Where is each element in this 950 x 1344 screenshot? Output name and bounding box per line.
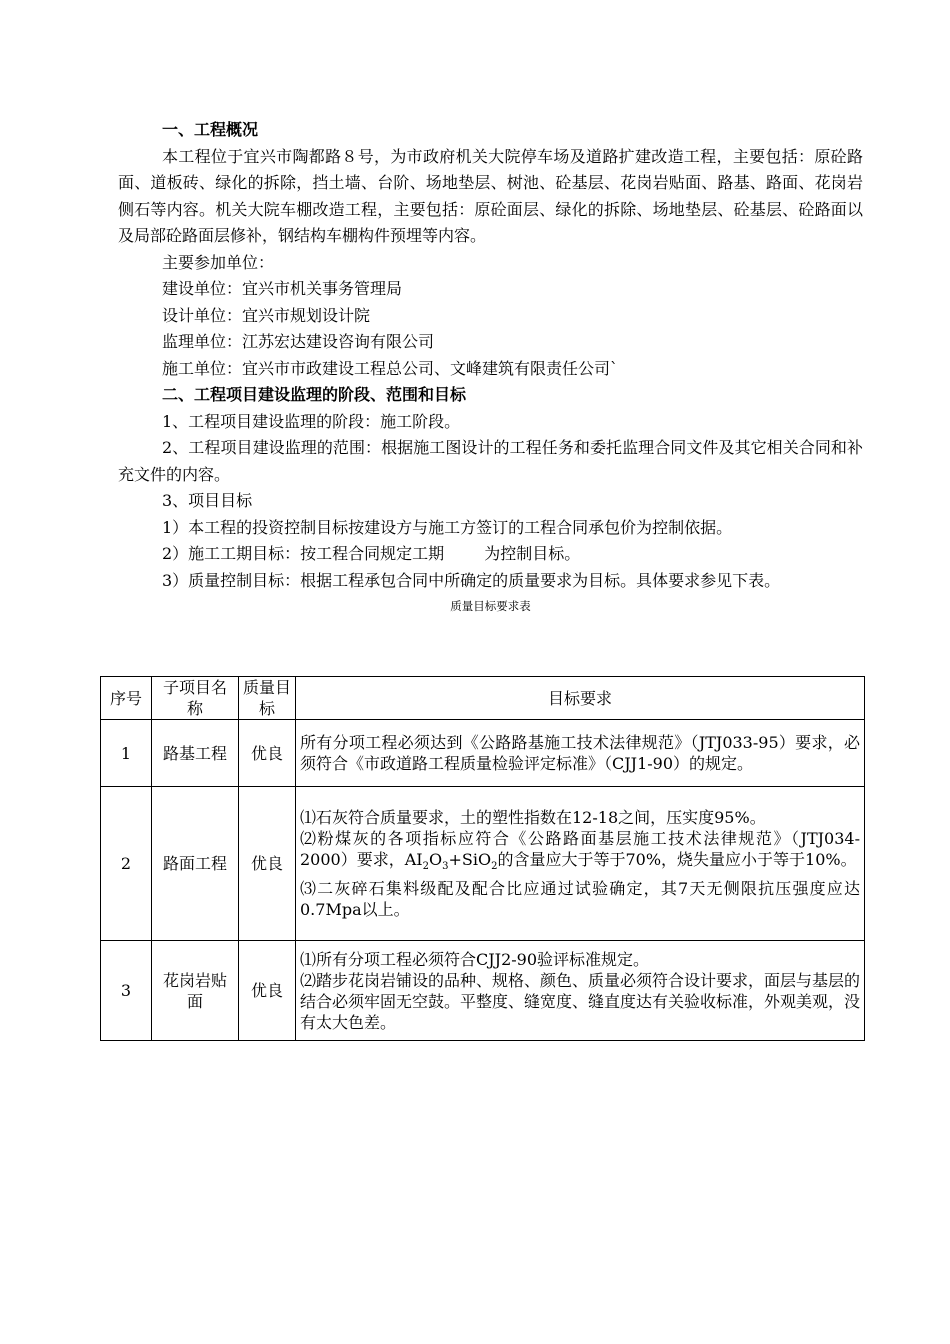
row-name: 路基工程 bbox=[152, 720, 239, 787]
project-goals-title: 3、项目目标 bbox=[162, 491, 253, 510]
header-subitem: 子项目名称 bbox=[152, 677, 239, 720]
requirement-line: ⑵粉煤灰的各项指标应符合《公路路面基层施工技术法律规范》（JTJ034-2000）要求，$AI_2O_3+SiO_2$的含量应大于等于70%，烧失量应小于等于10%。 bbox=[300, 829, 860, 873]
goal-schedule bbox=[118, 541, 863, 568]
row-no: 2 bbox=[101, 787, 152, 941]
row-no: 1 bbox=[101, 720, 152, 787]
participants-title: 主要参加单位： bbox=[162, 252, 275, 272]
requirement-line: ⑶二灰碎石集料级配及配合比应通过试验确定，其7天无侧限抗压强度应达0.7Mpa以上。 bbox=[300, 878, 860, 919]
project-overview-paragraph: 本工程位于宜兴市陶都路８号，为市政府机关大院停车场及道路扩建改造工程，主要包括：原砼路面、道板砖、绿化的拆除，挡土墙、台阶、场地垫层、树池、砼基层、花岗岩贴面、路基、路面、花岗岩侧石等内容。机关大院车棚改造工程，主要包括：原砼面层、绿化的拆除、场地垫层、砼基层、砼路面以及局部砼路面层修补，钢结构车棚构件预埋等内容。 bbox=[118, 146, 863, 245]
row-grade: 优良 bbox=[239, 941, 296, 1041]
table-row bbox=[101, 941, 865, 1041]
section-2-title: 二、工程项目建设监理的阶段、范围和目标 bbox=[162, 385, 467, 404]
row-grade: 优良 bbox=[239, 720, 296, 787]
goal-schedule-part1: 2）施工工期目标：按工程合同规定工期 bbox=[162, 544, 445, 563]
table-header-row bbox=[101, 677, 865, 720]
row-name: 花岗岩贴面 bbox=[152, 941, 239, 1041]
supervision-stage: 1、工程项目建设监理的阶段：施工阶段。 bbox=[162, 411, 461, 431]
row-requirement: 所有分项工程必须达到《公路路基施工技术法律规范》（JTJ033-95）要求，必须符合《市政道路工程质量检验评定标准》（CJJ1-90）的规定。 bbox=[296, 720, 865, 787]
header-requirement: 目标要求 bbox=[296, 677, 865, 720]
row-requirement bbox=[296, 941, 865, 1041]
document-body bbox=[118, 117, 863, 617]
unit-supervisor: 监理单位：江苏宏达建设咨询有限公司 bbox=[162, 332, 435, 351]
row-name: 路面工程 bbox=[152, 787, 239, 941]
row-requirement bbox=[296, 787, 865, 941]
table-caption: 质量目标要求表 bbox=[450, 599, 531, 613]
header-grade: 质量目标 bbox=[239, 677, 296, 720]
section-1-title: 一、工程概况 bbox=[162, 120, 259, 139]
goal-quality: 3）质量控制目标：根据工程承包合同中所确定的质量要求为目标。具体要求参见下表。 bbox=[162, 570, 781, 590]
goal-investment: 1）本工程的投资控制目标按建设方与施工方签订的工程合同承包价为控制依据。 bbox=[162, 517, 733, 537]
unit-contractor: 施工单位：宜兴市市政建设工程总公司、文峰建筑有限责任公司` bbox=[162, 358, 619, 378]
requirement-line: ⑴所有分项工程必须符合CJJ2-90验评标准规定。 bbox=[300, 949, 650, 969]
row-grade: 优良 bbox=[239, 787, 296, 941]
table-row bbox=[101, 720, 865, 787]
header-no: 序号 bbox=[101, 677, 152, 720]
unit-construction-owner: 建设单位：宜兴市机关事务管理局 bbox=[162, 279, 403, 298]
unit-designer: 设计单位：宜兴市规划设计院 bbox=[162, 305, 371, 325]
table-row bbox=[101, 787, 865, 941]
supervision-scope: 2、工程项目建设监理的范围：根据施工图设计的工程任务和委托监理合同文件及其它相关合同和补充文件的内容。 bbox=[118, 438, 863, 484]
requirement-line: ⑵踏步花岗岩铺设的品种、规格、颜色、质量必须符合设计要求，面层与基层的结合必须牢固无空鼓。平整度、缝宽度、缝直度达有关验收标准，外观美观，没有太大色差。 bbox=[300, 970, 861, 1032]
quality-target-table bbox=[100, 676, 865, 1041]
row-no: 3 bbox=[101, 941, 152, 1041]
requirement-line: ⑴石灰符合质量要求，土的塑性指数在12-18之间，压实度95%。 bbox=[300, 808, 766, 828]
goal-schedule-part2: 为控制目标。 bbox=[484, 544, 581, 563]
